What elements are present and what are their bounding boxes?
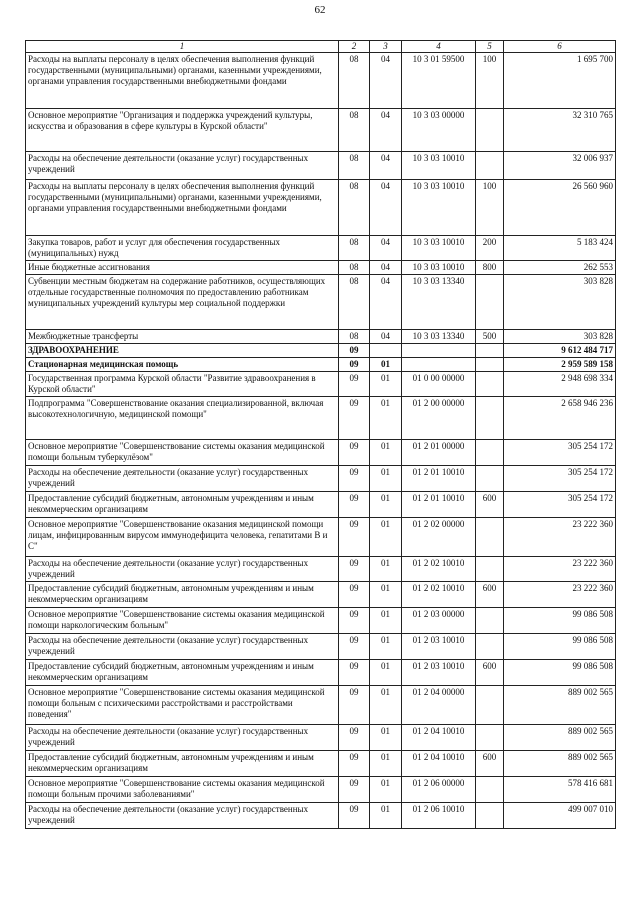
row-subsection-cell: 01 xyxy=(370,397,402,440)
table-body xyxy=(26,53,616,829)
row-expense-type-cell xyxy=(476,152,504,180)
row-subsection-cell: 01 xyxy=(370,557,402,582)
row-expense-type-cell: 600 xyxy=(476,492,504,518)
row-amount-cell: 32 006 937 xyxy=(504,152,616,180)
row-section-cell: 09 xyxy=(339,686,370,725)
row-subsection-cell: 04 xyxy=(370,236,402,261)
row-amount-cell: 1 695 700 xyxy=(504,53,616,109)
row-amount-cell: 305 254 172 xyxy=(504,466,616,492)
row-name-cell: Иные бюджетные ассигнования xyxy=(26,261,339,275)
row-amount-cell: 5 183 424 xyxy=(504,236,616,261)
row-section-cell: 08 xyxy=(339,261,370,275)
row-name-cell: Расходы на обеспечение деятельности (оказание услуг) государственных учреждений xyxy=(26,725,339,751)
row-section-cell: 09 xyxy=(339,466,370,492)
row-subsection-cell: 01 xyxy=(370,634,402,660)
row-expense-type-cell: 200 xyxy=(476,236,504,261)
row-subsection-cell: 01 xyxy=(370,358,402,372)
row-amount-cell: 99 086 508 xyxy=(504,634,616,660)
row-target-article-cell: 01 2 03 10010 xyxy=(402,634,476,660)
row-name-cell: Государственная программа Курской области "Развитие здравоохранения в Курской области" xyxy=(26,372,339,397)
row-target-article-cell: 10 3 03 13340 xyxy=(402,330,476,344)
row-subsection-cell: 01 xyxy=(370,466,402,492)
row-amount-cell: 578 416 681 xyxy=(504,777,616,803)
row-expense-type-cell: 100 xyxy=(476,180,504,236)
row-amount-cell: 23 222 360 xyxy=(504,557,616,582)
row-name-cell: Расходы на обеспечение деятельности (оказание услуг) государственных учреждений xyxy=(26,803,339,829)
row-section-cell: 09 xyxy=(339,751,370,777)
row-section-cell: 09 xyxy=(339,660,370,686)
row-section-cell: 08 xyxy=(339,180,370,236)
row-subsection-cell: 01 xyxy=(370,582,402,608)
row-name-cell: Расходы на выплаты персоналу в целях обеспечения выполнения функций государственными (муниципальными) органами, казенными учреждениями, органами управления государственными внебюджетными фондами xyxy=(26,180,339,236)
row-subsection-cell: 04 xyxy=(370,109,402,152)
row-amount-cell: 2 658 946 236 xyxy=(504,397,616,440)
row-name-cell: Основное мероприятие "Совершенствование системы оказания медицинской помощи больным с психическими расстройствами и расстройствами поведения" xyxy=(26,686,339,725)
row-expense-type-cell: 600 xyxy=(476,582,504,608)
row-target-article-cell: 01 2 03 00000 xyxy=(402,608,476,634)
row-subsection-cell: 01 xyxy=(370,751,402,777)
row-name-cell: Закупка товаров, работ и услуг для обеспечения государственных (муниципальных) нужд xyxy=(26,236,339,261)
table-row xyxy=(26,660,616,686)
row-expense-type-cell: 100 xyxy=(476,53,504,109)
table-row xyxy=(26,261,616,275)
table-row xyxy=(26,466,616,492)
table-row xyxy=(26,109,616,152)
row-expense-type-cell xyxy=(476,557,504,582)
row-name-cell: Основное мероприятие "Совершенствование системы оказания медицинской помощи больным туберкулёзом" xyxy=(26,440,339,466)
row-name-cell: Субвенции местным бюджетам на содержание работников, осуществляющих отдельные государственные полномочия по предоставлению работникам муниципальных учреждений культуры мер социальной поддержки xyxy=(26,275,339,330)
row-expense-type-cell xyxy=(476,608,504,634)
row-name-cell: Расходы на выплаты персоналу в целях обеспечения выполнения функций государственными (муниципальными) органами, казенными учреждениями, органами управления государственными внебюджетными фондами xyxy=(26,53,339,109)
row-expense-type-cell xyxy=(476,275,504,330)
row-amount-cell: 305 254 172 xyxy=(504,492,616,518)
row-expense-type-cell: 600 xyxy=(476,660,504,686)
row-subsection-cell: 01 xyxy=(370,372,402,397)
row-name-cell: Предоставление субсидий бюджетным, автономным учреждениям и иным некоммерческим организациям xyxy=(26,582,339,608)
row-subsection-cell: 01 xyxy=(370,440,402,466)
table-row xyxy=(26,492,616,518)
row-amount-cell: 99 086 508 xyxy=(504,608,616,634)
header-cell-amount: 6 xyxy=(504,41,616,53)
row-expense-type-cell xyxy=(476,344,504,358)
table-row xyxy=(26,344,616,358)
row-amount-cell: 499 007 010 xyxy=(504,803,616,829)
row-name-cell: Расходы на обеспечение деятельности (оказание услуг) государственных учреждений xyxy=(26,634,339,660)
table-row xyxy=(26,372,616,397)
row-section-cell: 09 xyxy=(339,518,370,557)
row-target-article-cell: 01 2 01 10010 xyxy=(402,466,476,492)
table-row xyxy=(26,557,616,582)
row-amount-cell: 303 828 xyxy=(504,275,616,330)
table-row xyxy=(26,152,616,180)
table-row xyxy=(26,397,616,440)
row-subsection-cell xyxy=(370,344,402,358)
row-section-cell: 09 xyxy=(339,557,370,582)
table-row xyxy=(26,518,616,557)
row-name-cell: Предоставление субсидий бюджетным, автономным учреждениям и иным некоммерческим организациям xyxy=(26,660,339,686)
row-target-article-cell: 10 3 03 10010 xyxy=(402,236,476,261)
row-target-article-cell: 01 2 02 10010 xyxy=(402,582,476,608)
row-section-cell: 08 xyxy=(339,152,370,180)
row-target-article-cell xyxy=(402,358,476,372)
row-expense-type-cell xyxy=(476,372,504,397)
row-target-article-cell: 01 2 00 00000 xyxy=(402,397,476,440)
row-target-article-cell: 10 3 03 00000 xyxy=(402,109,476,152)
row-subsection-cell: 04 xyxy=(370,152,402,180)
row-amount-cell: 2 948 698 334 xyxy=(504,372,616,397)
table-row xyxy=(26,634,616,660)
row-target-article-cell: 01 0 00 00000 xyxy=(402,372,476,397)
row-expense-type-cell xyxy=(476,397,504,440)
row-expense-type-cell: 800 xyxy=(476,261,504,275)
row-target-article-cell: 10 3 03 10010 xyxy=(402,152,476,180)
row-target-article-cell: 01 2 04 00000 xyxy=(402,686,476,725)
row-expense-type-cell xyxy=(476,466,504,492)
row-section-cell: 08 xyxy=(339,236,370,261)
row-subsection-cell: 04 xyxy=(370,180,402,236)
row-section-cell: 09 xyxy=(339,634,370,660)
row-name-cell: Основное мероприятие "Совершенствование оказания медицинской помощи лицам, инфицированным вирусом иммунодефицита человека, гепатитами В и С" xyxy=(26,518,339,557)
row-amount-cell: 889 002 565 xyxy=(504,751,616,777)
row-target-article-cell: 10 3 03 13340 xyxy=(402,275,476,330)
row-subsection-cell: 01 xyxy=(370,608,402,634)
row-amount-cell: 23 222 360 xyxy=(504,582,616,608)
row-section-cell: 09 xyxy=(339,777,370,803)
row-target-article-cell: 01 2 04 10010 xyxy=(402,751,476,777)
row-subsection-cell: 04 xyxy=(370,330,402,344)
row-target-article-cell: 01 2 06 00000 xyxy=(402,777,476,803)
row-target-article-cell: 01 2 04 10010 xyxy=(402,725,476,751)
row-expense-type-cell xyxy=(476,358,504,372)
row-section-cell: 09 xyxy=(339,492,370,518)
row-amount-cell: 99 086 508 xyxy=(504,660,616,686)
row-amount-cell: 32 310 765 xyxy=(504,109,616,152)
row-section-cell: 09 xyxy=(339,344,370,358)
row-expense-type-cell: 500 xyxy=(476,330,504,344)
row-amount-cell: 9 612 484 717 xyxy=(504,344,616,358)
row-amount-cell: 889 002 565 xyxy=(504,725,616,751)
row-subsection-cell: 01 xyxy=(370,660,402,686)
row-name-cell: Предоставление субсидий бюджетным, автономным учреждениям и иным некоммерческим организациям xyxy=(26,492,339,518)
row-subsection-cell: 01 xyxy=(370,777,402,803)
row-section-cell: 09 xyxy=(339,725,370,751)
row-amount-cell: 23 222 360 xyxy=(504,518,616,557)
budget-table xyxy=(25,40,616,829)
row-name-cell: Расходы на обеспечение деятельности (оказание услуг) государственных учреждений xyxy=(26,466,339,492)
row-name-cell: Основное мероприятие "Совершенствование системы оказания медицинской помощи наркологическим больным" xyxy=(26,608,339,634)
table-row xyxy=(26,330,616,344)
row-section-cell: 09 xyxy=(339,608,370,634)
row-expense-type-cell xyxy=(476,686,504,725)
row-subsection-cell: 04 xyxy=(370,53,402,109)
row-expense-type-cell xyxy=(476,725,504,751)
page-number: 62 xyxy=(314,4,326,16)
row-subsection-cell: 01 xyxy=(370,492,402,518)
row-section-cell: 09 xyxy=(339,358,370,372)
table-row xyxy=(26,53,616,109)
row-target-article-cell: 01 2 06 10010 xyxy=(402,803,476,829)
row-subsection-cell: 04 xyxy=(370,275,402,330)
row-subsection-cell: 01 xyxy=(370,518,402,557)
row-section-cell: 09 xyxy=(339,440,370,466)
row-expense-type-cell xyxy=(476,440,504,466)
row-name-cell: Стационарная медицинская помощь xyxy=(26,358,339,372)
row-expense-type-cell xyxy=(476,803,504,829)
row-section-cell: 08 xyxy=(339,330,370,344)
row-name-cell: Основное мероприятие "Организация и поддержка учреждений культуры, искусства и образования в сфере культуры в Курской области" xyxy=(26,109,339,152)
table-row xyxy=(26,275,616,330)
row-target-article-cell: 10 3 01 59500 xyxy=(402,53,476,109)
row-name-cell: Межбюджетные трансферты xyxy=(26,330,339,344)
row-amount-cell: 305 254 172 xyxy=(504,440,616,466)
row-subsection-cell: 01 xyxy=(370,725,402,751)
row-section-cell: 08 xyxy=(339,53,370,109)
row-section-cell: 09 xyxy=(339,372,370,397)
header-cell-expense-type: 5 xyxy=(476,41,504,53)
header-cell-name: 1 xyxy=(26,41,339,53)
table-row xyxy=(26,686,616,725)
table-row xyxy=(26,608,616,634)
row-amount-cell: 26 560 960 xyxy=(504,180,616,236)
row-name-cell: Расходы на обеспечение деятельности (оказание услуг) государственных учреждений xyxy=(26,557,339,582)
row-name-cell: Расходы на обеспечение деятельности (оказание услуг) государственных учреждений xyxy=(26,152,339,180)
row-target-article-cell: 01 2 01 00000 xyxy=(402,440,476,466)
row-expense-type-cell xyxy=(476,109,504,152)
table-row xyxy=(26,803,616,829)
row-section-cell: 08 xyxy=(339,109,370,152)
row-name-cell: Основное мероприятие "Совершенствование системы оказания медицинской помощи больным прочими заболеваниями" xyxy=(26,777,339,803)
row-section-cell: 09 xyxy=(339,803,370,829)
header-cell-target-article: 4 xyxy=(402,41,476,53)
row-expense-type-cell xyxy=(476,634,504,660)
row-expense-type-cell: 600 xyxy=(476,751,504,777)
table-row xyxy=(26,180,616,236)
row-section-cell: 09 xyxy=(339,397,370,440)
table-row xyxy=(26,236,616,261)
row-target-article-cell: 01 2 03 10010 xyxy=(402,660,476,686)
row-amount-cell: 2 959 589 158 xyxy=(504,358,616,372)
table-header-row xyxy=(26,41,616,53)
row-expense-type-cell xyxy=(476,777,504,803)
table-row xyxy=(26,582,616,608)
row-subsection-cell: 04 xyxy=(370,261,402,275)
header-cell-subsection: 3 xyxy=(370,41,402,53)
row-target-article-cell: 01 2 02 00000 xyxy=(402,518,476,557)
row-section-cell: 09 xyxy=(339,582,370,608)
row-name-cell: ЗДРАВООХРАНЕНИЕ xyxy=(26,344,339,358)
row-amount-cell: 262 553 xyxy=(504,261,616,275)
table-row xyxy=(26,777,616,803)
header-cell-section: 2 xyxy=(339,41,370,53)
row-subsection-cell: 01 xyxy=(370,686,402,725)
table-row xyxy=(26,751,616,777)
table-row xyxy=(26,725,616,751)
row-target-article-cell xyxy=(402,344,476,358)
row-section-cell: 08 xyxy=(339,275,370,330)
row-name-cell: Предоставление субсидий бюджетным, автономным учреждениям и иным некоммерческим организациям xyxy=(26,751,339,777)
table-row xyxy=(26,358,616,372)
row-target-article-cell: 01 2 01 10010 xyxy=(402,492,476,518)
row-name-cell: Подпрограмма "Совершенствование оказания специализированной, включая высокотехнологичную, медицинской помощи" xyxy=(26,397,339,440)
row-target-article-cell: 10 3 03 10010 xyxy=(402,180,476,236)
row-amount-cell: 303 828 xyxy=(504,330,616,344)
row-target-article-cell: 10 3 03 10010 xyxy=(402,261,476,275)
table-row xyxy=(26,440,616,466)
row-target-article-cell: 01 2 02 10010 xyxy=(402,557,476,582)
row-amount-cell: 889 002 565 xyxy=(504,686,616,725)
row-expense-type-cell xyxy=(476,518,504,557)
row-subsection-cell: 01 xyxy=(370,803,402,829)
